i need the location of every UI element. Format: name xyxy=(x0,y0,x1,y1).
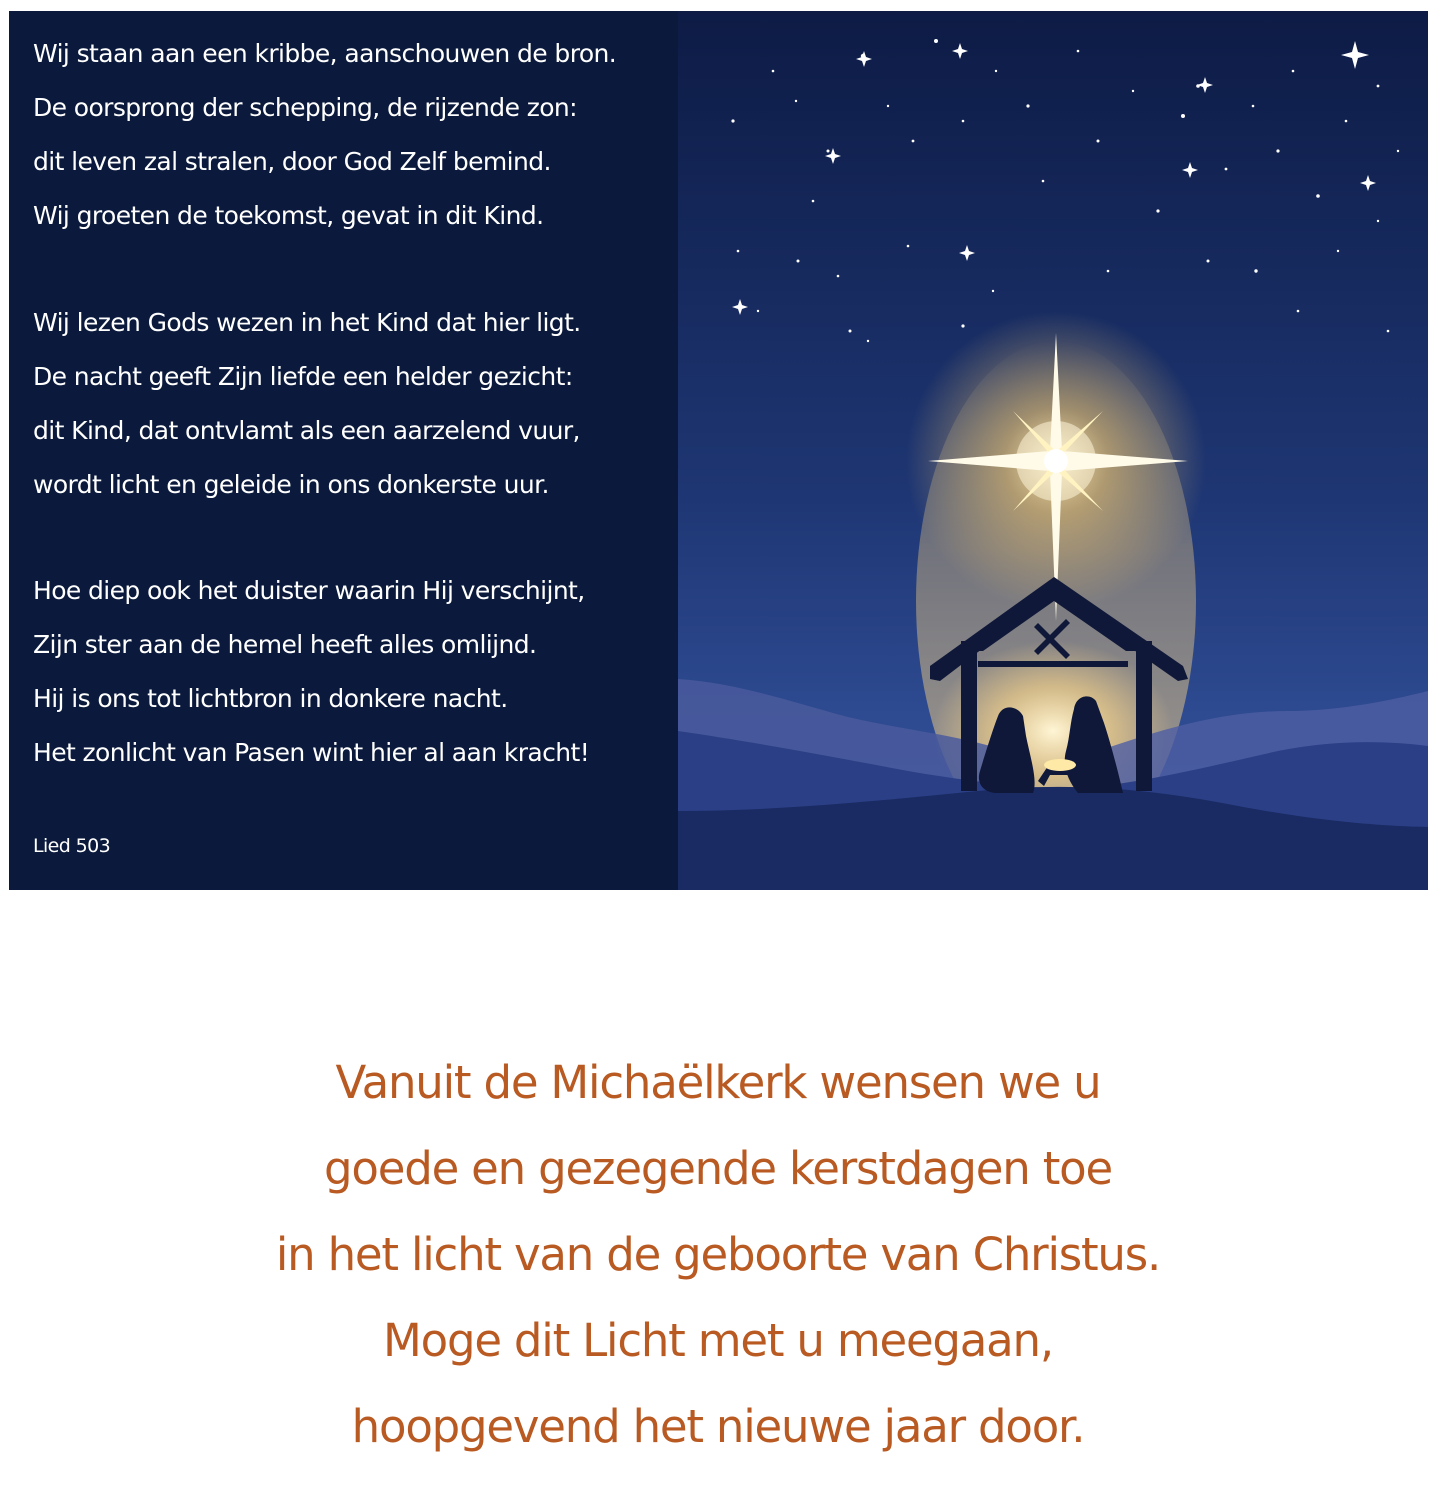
poem-line: Hoe diep ook het duister waarin Hij verschijnt, xyxy=(33,576,585,605)
poem-line: wordt licht en geleide in ons donkerste uur. xyxy=(33,470,549,499)
poem-line: dit leven zal stralen, door God Zelf bemind. xyxy=(33,147,551,176)
poem-line: Wij groeten de toekomst, gevat in dit Kind. xyxy=(33,201,544,230)
nativity-illustration xyxy=(678,11,1428,890)
poem-line: Wij staan aan een kribbe, aanschouwen de bron. xyxy=(33,39,617,68)
poem-line: Het zonlicht van Pasen wint hier al aan kracht! xyxy=(33,738,590,767)
child-glow xyxy=(1044,759,1076,771)
greeting-line: Vanuit de Michaëlkerk wensen we u xyxy=(335,1056,1101,1109)
poem-line: dit Kind, dat ontvlamt als een aarzelend vuur, xyxy=(33,416,580,445)
poem-panel xyxy=(9,11,678,890)
poem-line: De oorsprong der schepping, de rijzende zon: xyxy=(33,93,577,122)
greeting-line: goede en gezegende kerstdagen toe xyxy=(324,1142,1112,1195)
hymn-reference: Lied 503 xyxy=(33,835,111,857)
poem-line: De nacht geeft Zijn liefde een helder gezicht: xyxy=(33,362,573,391)
poem-line: Wij lezen Gods wezen in het Kind dat hier ligt. xyxy=(33,308,581,337)
nativity-scene-image xyxy=(678,11,1428,890)
poem-line: Hij is ons tot lichtbron in donkere nacht. xyxy=(33,684,508,713)
greeting-line: Moge dit Licht met u meegaan, xyxy=(383,1314,1053,1367)
greeting-line: hoopgevend het nieuwe jaar door. xyxy=(351,1400,1085,1453)
poem-line: Zijn ster aan de hemel heeft alles omlijnd. xyxy=(33,630,537,659)
christmas-greeting xyxy=(0,1040,1436,1470)
greeting-line: in het licht van de geboorte van Christus. xyxy=(275,1228,1161,1281)
christmas-card-top xyxy=(9,11,1428,890)
